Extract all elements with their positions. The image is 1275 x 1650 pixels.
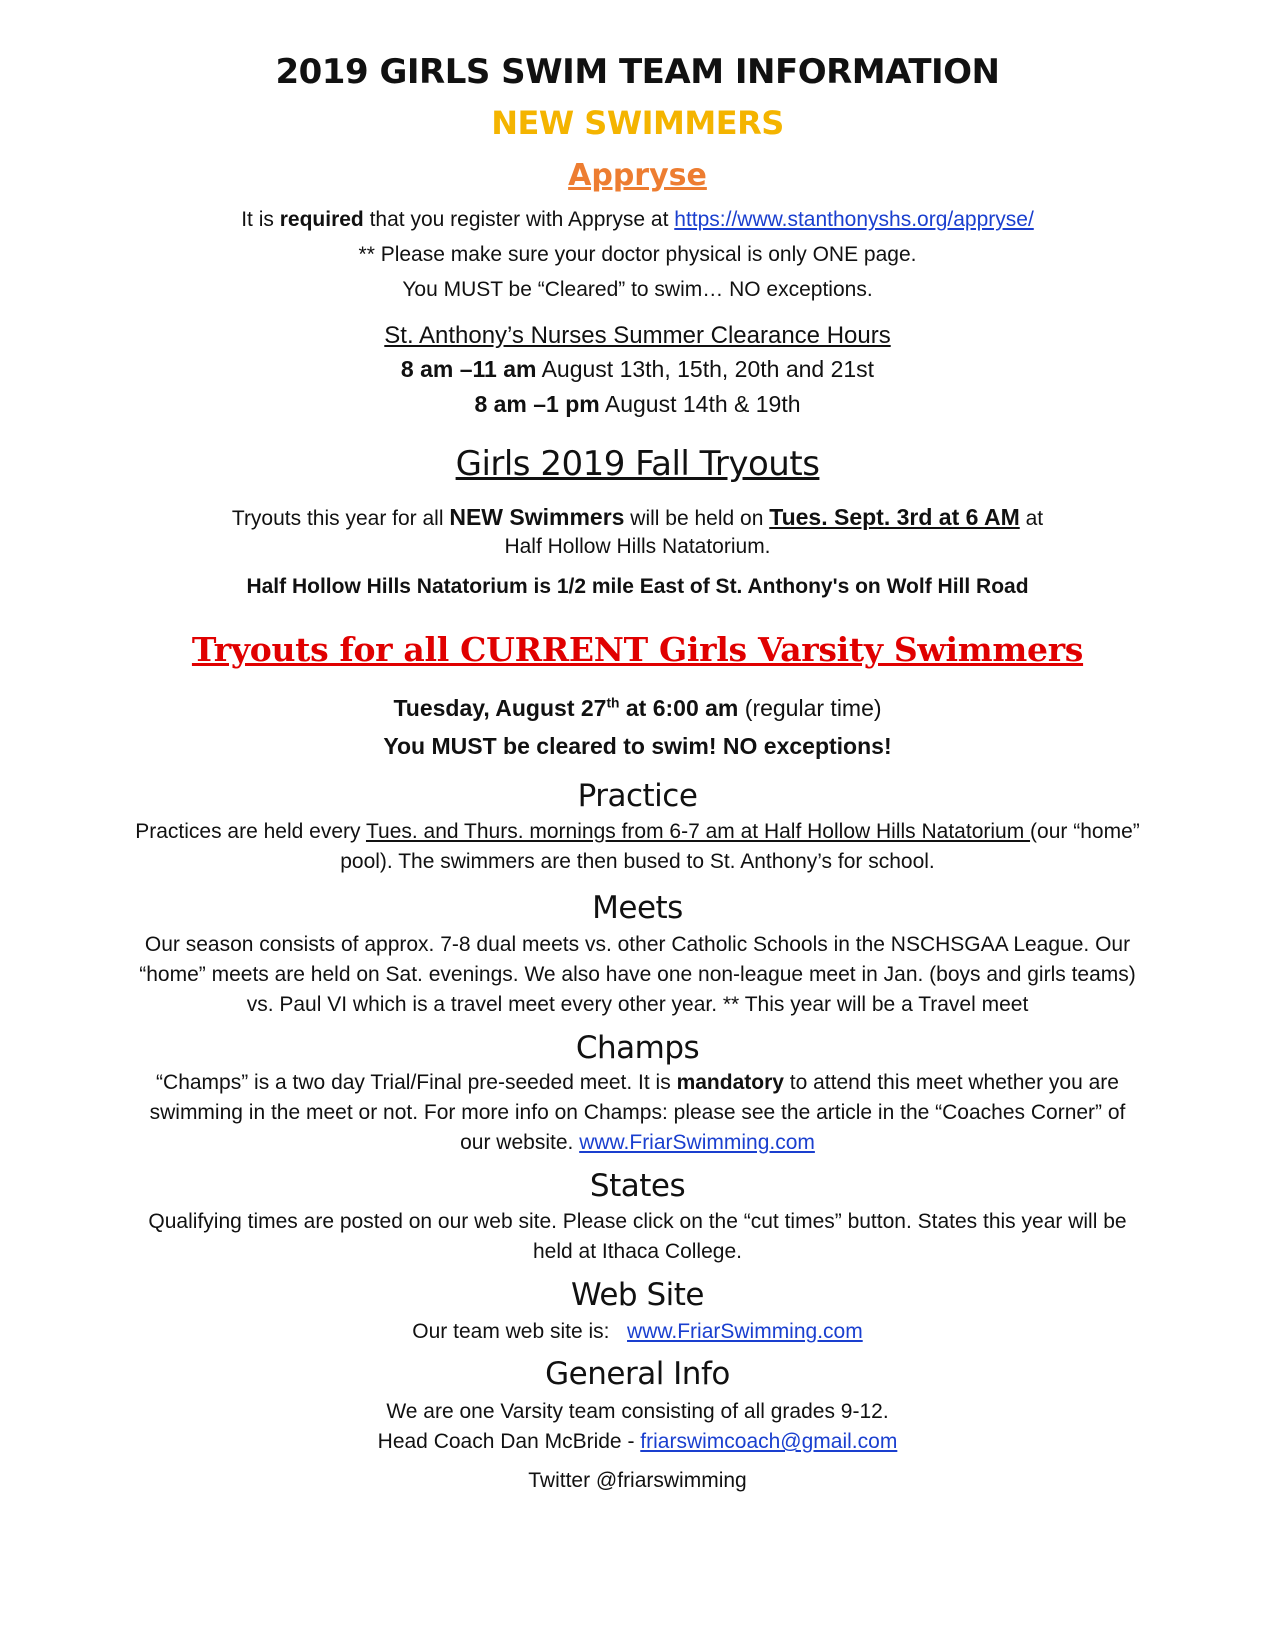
practice-heading: Practice [577,778,698,814]
champs-line-2: swimming in the meet or not. For more info on Champs: please see the article in the “Coaches Corner” of [149,1101,1126,1124]
general-line-1: We are one Varsity team consisting of all grades 9-12. [386,1400,889,1423]
current-tryouts-date: Tuesday, August 27th at 6:00 am (regular time) [393,695,882,721]
champs-heading: Champs [575,1030,700,1066]
coach-email-link[interactable]: friarswimcoach@gmail.com [640,1430,898,1453]
meets-line-3: vs. Paul VI which is a travel meet every other year. ** This year will be a Travel meet [246,993,1029,1016]
champs-line-1: “Champs” is a two day Trial/Final pre-seeded meet. It is mandatory to attend this meet whether you are [156,1071,1119,1094]
tryouts-line-3: Half Hollow Hills Natatorium is 1/2 mile East of St. Anthony's on Wolf Hill Road [246,575,1029,598]
appryse-line-2: ** Please make sure your doctor physical is only ONE page. [358,243,917,266]
current-tryouts-heading: Tryouts for all CURRENT Girls Varsity Swimmers [191,630,1084,669]
appryse-heading: Appryse [568,158,707,193]
friarswimming-link[interactable]: www.FriarSwimming.com [579,1131,815,1154]
website-line: Our team web site is: www.FriarSwimming.com [412,1320,863,1343]
tryouts-line-2: Half Hollow Hills Natatorium. [504,535,771,558]
meets-line-2: “home” meets are held on Sat. evenings. We also have one non-league meet in Jan. (boys and girls teams) [139,963,1136,986]
nurses-heading: St. Anthony’s Nurses Summer Clearance Hours [384,322,891,349]
states-line-1: Qualifying times are posted on our web site. Please click on the “cut times” button. States this year will be [148,1210,1127,1233]
website-heading: Web Site [571,1277,704,1313]
page-subtitle: NEW SWIMMERS [491,104,784,142]
general-info-heading: General Info [545,1356,730,1392]
practice-line-2: pool). The swimmers are then bused to St. Anthony’s for school. [340,850,935,873]
twitter-handle: Twitter @friarswimming [528,1469,747,1492]
states-heading: States [589,1168,686,1204]
appryse-line-1: It is required that you register with Appryse at https://www.stanthonyshs.org/appryse/ [241,208,1034,231]
website-link[interactable]: www.FriarSwimming.com [627,1320,863,1343]
nurses-hours-2: 8 am –1 pm August 14th & 19th [474,391,801,417]
meets-heading: Meets [592,890,683,926]
page-title: 2019 GIRLS SWIM TEAM INFORMATION [275,52,1000,92]
states-line-2: held at Ithaca College. [533,1240,742,1263]
appryse-link[interactable]: https://www.stanthonyshs.org/appryse/ [674,208,1034,231]
current-tryouts-warning: You MUST be cleared to swim! NO exceptions! [383,733,892,759]
tryouts-line-1: Tryouts this year for all NEW Swimmers will be held on Tues. Sept. 3rd at 6 AM at [231,504,1044,530]
general-line-2: Head Coach Dan McBride - friarswimcoach@gmail.com [377,1430,898,1453]
tryouts-heading: Girls 2019 Fall Tryouts [455,444,820,484]
nurses-hours-1: 8 am –11 am August 13th, 15th, 20th and 21st [400,356,875,382]
meets-line-1: Our season consists of approx. 7-8 dual meets vs. other Catholic Schools in the NSCHSGAA League. Our [144,933,1131,956]
champs-line-3: our website. www.FriarSwimming.com [460,1131,815,1154]
appryse-line-3: You MUST be “Cleared” to swim… NO exceptions. [402,278,873,301]
practice-line-1: Practices are held every Tues. and Thurs. mornings from 6-7 am at Half Hollow Hills Natatorium (our “home” [135,820,1140,843]
